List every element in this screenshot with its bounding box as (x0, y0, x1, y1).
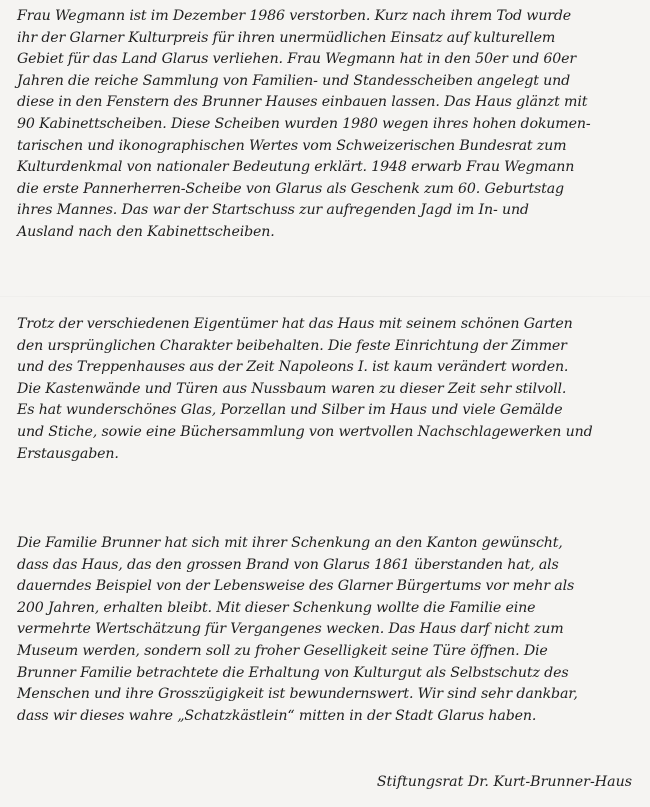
paragraph-line: Brunner Familie betrachtete die Erhaltung von Kulturgut als Selbstschutz des (17, 664, 569, 681)
paragraph-line: Kulturdenkmal von nationaler Bedeutung erklärt. 1948 erwarb Frau Wegmann (17, 159, 575, 176)
paragraph-line: Frau Wegmann ist im Dezember 1986 verstorben. Kurz nach ihrem Tod wurde (17, 8, 572, 24)
paragraph-line: dass wir dieses wahre „Schatzkästlein“ mitten in der Stadt Glarus haben. (17, 707, 537, 724)
signature: Stiftungsrat Dr. Kurt-Brunner-Haus (376, 774, 632, 790)
paragraph-line: den ursprünglichen Charakter beibehalten. Die feste Einrichtung der Zimmer (17, 337, 567, 354)
paragraph-line: und des Treppenhauses aus der Zeit Napoleons I. ist kaum verändert worden. (17, 359, 569, 376)
paragraph-line: Museum werden, sondern soll zu froher Geselligkeit seine Türe öffnen. Die (17, 643, 548, 659)
paragraph-line: Trotz der verschiedenen Eigentümer hat das Haus mit seinem schönen Garten (17, 316, 573, 332)
paragraph-line: Es hat wunderschönes Glas, Porzellan und Silber im Haus und viele Gemälde (17, 402, 563, 419)
paragraph-line: tarischen und ikonographischen Wertes vom Schweizerischen Bundesrat zum (17, 137, 567, 154)
paragraph-line: und Stiche, sowie eine Büchersammlung von wertvollen Nachschlagewerken und (17, 424, 593, 440)
paragraph-line: vermehrte Wertschätzung für Vergangenes wecken. Das Haus darf nicht zum (17, 621, 564, 638)
paragraph-line: ihr der Glarner Kulturpreis für ihren unermüdlichen Einsatz auf kulturellem (17, 29, 556, 46)
paragraph-line: ihres Mannes. Das war der Startschuss zur aufregenden Jagd im In- und (17, 202, 529, 219)
paragraph-line: Jahren die reiche Sammlung von Familien- und Standesscheiben angelegt und (17, 72, 571, 89)
paper-fold (0, 296, 650, 297)
paragraph-line: dass das Haus, das den grossen Brand von Glarus 1861 überstanden hat, als (17, 556, 559, 573)
paragraph-line: Die Kastenwände und Türen aus Nussbaum waren zu dieser Zeit sehr stilvoll. (17, 380, 567, 397)
paragraph-line: Gebiet für das Land Glarus verliehen. Frau Wegmann hat in den 50er und 60er (17, 51, 577, 68)
paragraph-line: 200 Jahren, erhalten bleibt. Mit dieser Schenkung wollte die Familie eine (17, 599, 536, 616)
paragraph-line: Ausland nach den Kabinettscheiben. (17, 224, 275, 240)
paragraph-line: diese in den Fenstern des Brunner Hauses einbauen lassen. Das Haus glänzt mit (17, 94, 588, 111)
paragraph-line: Die Familie Brunner hat sich mit ihrer Schenkung an den Kanton gewünscht, (17, 535, 563, 551)
paragraph-line: 90 Kabinettscheiben. Diese Scheiben wurden 1980 wegen ihres hohen dokumen- (17, 116, 591, 132)
paragraph-line: Erstausgaben. (17, 445, 119, 462)
paragraph-line: Menschen und ihre Grosszügigkeit ist bewundernswert. Wir sind sehr dankbar, (17, 686, 578, 703)
paragraph-line: die erste Pannerherren-Scheibe von Glarus als Geschenk zum 60. Geburtstag (17, 180, 564, 197)
paragraph-line: dauerndes Beispiel von der Lebensweise des Glarner Bürgertums vor mehr als (17, 578, 575, 595)
